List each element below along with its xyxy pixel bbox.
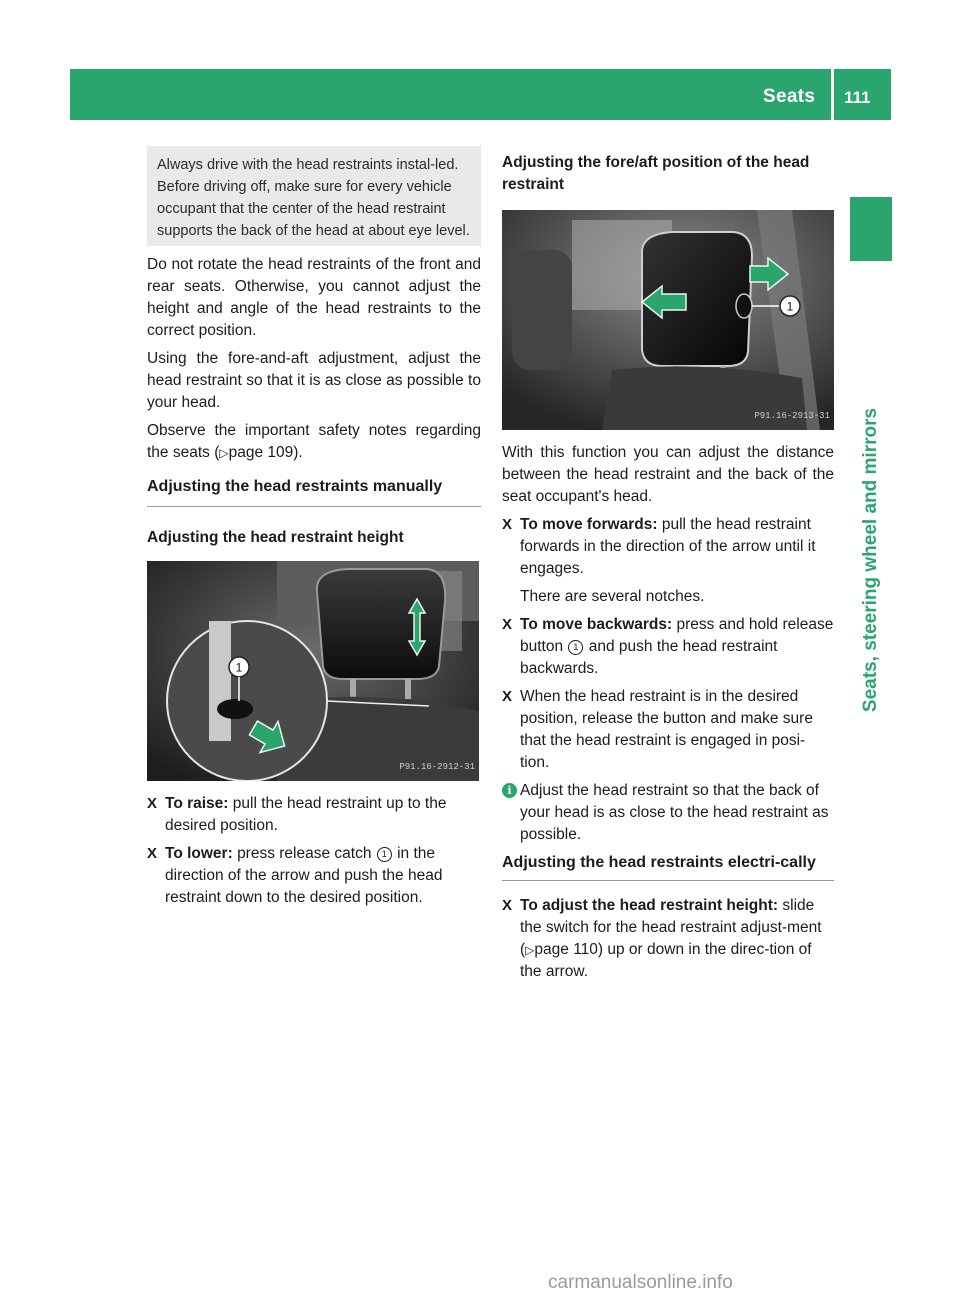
chapter-tab bbox=[850, 197, 892, 261]
page-ref-link[interactable]: page 110) up or down in the direc-tion of the arrow. bbox=[520, 941, 812, 980]
page-number: 111 bbox=[844, 88, 871, 107]
step-bullet: X bbox=[147, 845, 158, 862]
step-bullet: X bbox=[502, 616, 513, 633]
step-fwd-sub: There are several notches. bbox=[520, 588, 705, 605]
svg-text:1: 1 bbox=[786, 299, 794, 314]
step-bullet: X bbox=[502, 897, 513, 914]
callout-marker: 1 bbox=[568, 640, 583, 655]
figure-height-adjust bbox=[147, 561, 479, 781]
step-raise-label: To raise: bbox=[165, 795, 229, 812]
paragraph-foreaft: Using the fore-and-aft adjustment, adjust the head restraint so that it is as close as possible to your head. bbox=[147, 350, 481, 411]
step-raise-text: pull the head restraint up to the desired position. bbox=[165, 795, 447, 834]
step-back-text-a: press and hold release button bbox=[520, 616, 834, 655]
info-icon: i bbox=[502, 783, 517, 798]
page-ref-link[interactable]: page 109). bbox=[228, 444, 303, 461]
step-backwards bbox=[502, 614, 834, 680]
heading-foreaft: Adjusting the fore/aft position of the head restraint bbox=[502, 154, 810, 193]
step-elec-label: To adjust the head restraint height: bbox=[520, 897, 779, 914]
info-note bbox=[502, 780, 834, 846]
step-bullet: X bbox=[147, 795, 158, 812]
info-text: Adjust the head restraint so that the back of your head is as close to the head restraint as possible. bbox=[520, 782, 829, 843]
left-column bbox=[147, 146, 481, 915]
page-ref-arrow: ▷ bbox=[525, 943, 535, 957]
step-lower-text-b: in the direction of the arrow and push the head restraint down to the desired position. bbox=[165, 845, 443, 906]
header-divider bbox=[831, 69, 834, 120]
step-elec-text-a: slide the switch for the head restraint adjust-ment ( bbox=[520, 897, 822, 958]
step-fwd-label: To move forwards: bbox=[520, 516, 658, 533]
step-release-text: When the head restraint is in the desired position, release the button and make sure that the head restraint is engaged in posi-tion. bbox=[520, 688, 813, 771]
step-lower-text-a: press release catch bbox=[237, 845, 372, 862]
heading-electric: Adjusting the head restraints electri-cally bbox=[502, 852, 834, 881]
page-ref-arrow: ▷ bbox=[219, 446, 229, 460]
figure-foreaft-adjust bbox=[502, 210, 834, 430]
right-column bbox=[502, 152, 834, 989]
seat-illustration bbox=[147, 561, 479, 781]
step-release bbox=[502, 686, 834, 774]
step-back-label: To move backwards: bbox=[520, 616, 673, 633]
section-title: Seats bbox=[763, 86, 816, 107]
step-back-text-b: and push the head restraint backwards. bbox=[520, 638, 778, 677]
step-bullet: X bbox=[502, 688, 513, 705]
watermark: carmanualsonline.info bbox=[548, 1272, 733, 1293]
callout-marker: 1 bbox=[377, 847, 392, 862]
safety-text: Observe the important safety notes regarding the seats ( bbox=[147, 422, 481, 461]
step-lower bbox=[147, 843, 481, 909]
warning-note: Always drive with the head restraints instal-led. Before driving off, make sure for every vehicle occupant that the center of the head restraint supports the back of the head at about eye level. bbox=[147, 146, 481, 246]
heading-manual: Adjusting the head restraints manually bbox=[147, 476, 481, 507]
heading-height: Adjusting the head restraint height bbox=[147, 529, 404, 546]
step-electric bbox=[502, 895, 834, 983]
chapter-label: Seats, steering wheel and mirrors bbox=[860, 407, 881, 713]
step-fwd-text: pull the head restraint forwards in the direction of the arrow until it engages. bbox=[520, 516, 816, 577]
figure-code: P91.16-2913-31 bbox=[754, 411, 830, 421]
paragraph-function: With this function you can adjust the distance between the head restraint and the back of the seat occupant's head. bbox=[502, 444, 834, 505]
paragraph-rotate: Do not rotate the head restraints of the front and rear seats. Otherwise, you cannot adjust the height and angle of the head restraints to the correct position. bbox=[147, 256, 481, 339]
step-bullet: X bbox=[502, 516, 513, 533]
svg-text:1: 1 bbox=[235, 660, 243, 675]
head-restraint-shape bbox=[317, 569, 445, 679]
step-lower-label: To lower: bbox=[165, 845, 233, 862]
paragraph-safety bbox=[147, 420, 481, 464]
step-raise bbox=[147, 793, 481, 837]
figure-code: P91.16-2912-31 bbox=[399, 762, 475, 772]
seat-illustration-foreaft bbox=[502, 210, 834, 430]
step-forwards bbox=[502, 514, 834, 608]
